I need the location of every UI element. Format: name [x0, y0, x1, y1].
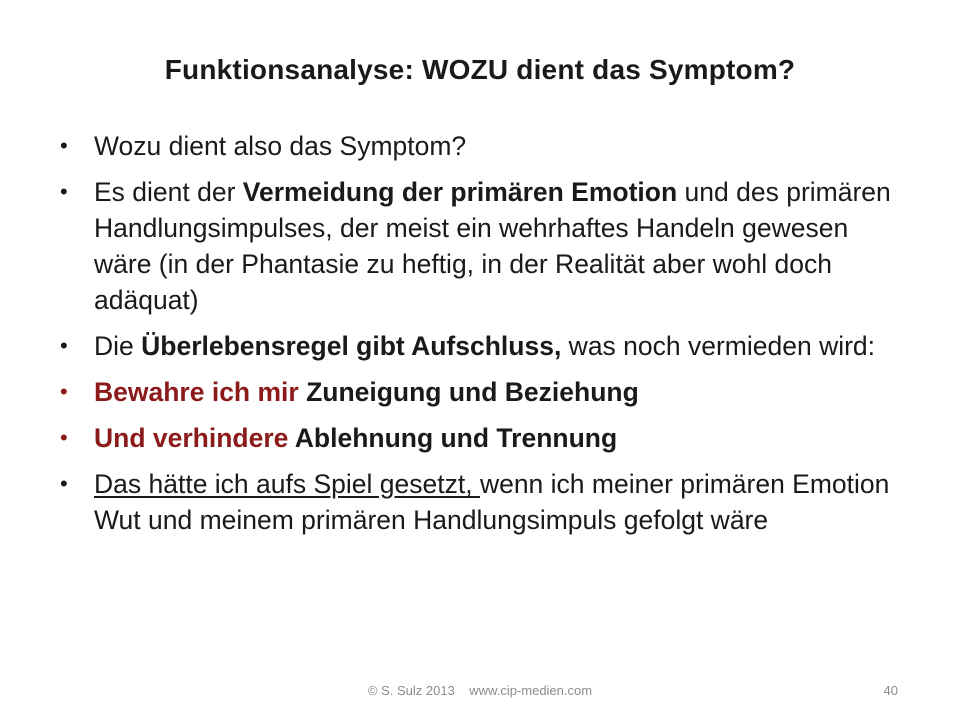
bullet-marker: •: [60, 471, 68, 496]
bullet-text-segment: wenn ich meiner primären Emotion Wut und meinem primären Handlungsimpuls gefolgt wäre: [94, 469, 890, 535]
bullet-marker: •: [60, 179, 68, 204]
slide-title: Funktionsanalyse: WOZU dient das Symptom?: [164, 54, 796, 85]
bullet-text-segment: was noch vermieden wird:: [561, 331, 876, 361]
footer-website: www.cip-medien.com: [469, 683, 593, 698]
bullet-text-segment: Das hätte ich aufs Spiel gesetzt,: [94, 469, 480, 499]
bullet-item: [60, 128, 912, 164]
bullet-item: [60, 174, 912, 318]
bullet-marker: •: [60, 333, 68, 358]
bullet-text-segment: Bewahre ich mir: [94, 377, 299, 407]
bullet-item: [60, 466, 912, 538]
bullet-text-segment: Zuneigung und Beziehung: [298, 377, 639, 407]
bullet-text-segment: Wozu dient also das Symptom?: [94, 131, 467, 161]
bullet-marker: •: [60, 425, 68, 450]
footer-copyright: © S. Sulz 2013: [367, 683, 455, 698]
page-number: 40: [883, 683, 898, 698]
bullet-text-segment: Überlebensregel gibt Aufschluss,: [141, 331, 562, 361]
bullet-item: [60, 328, 912, 364]
bullet-item: [60, 374, 912, 410]
footer: [0, 683, 960, 703]
bullet-text-segment: Die: [94, 331, 142, 361]
bullet-text-segment: Ablehnung und Trennung: [288, 423, 618, 453]
bullet-marker: •: [60, 133, 68, 158]
bullet-marker: •: [60, 379, 68, 404]
bullet-text-segment: Vermeidung der primären Emotion: [242, 177, 678, 207]
bullet-text-segment: und des primären Handlungsimpulses, der meist ein wehrhaftes Handeln gewesen wäre (in der Phantasie zu heftig, in der Realität aber wohl doch adäquat): [94, 177, 891, 315]
footer-credits: [330, 683, 630, 698]
bullet-list: [60, 128, 912, 548]
bullet-text-segment: Und verhindere: [94, 423, 289, 453]
bullet-item: [60, 420, 912, 456]
bullet-text-segment: Es dient der: [94, 177, 243, 207]
